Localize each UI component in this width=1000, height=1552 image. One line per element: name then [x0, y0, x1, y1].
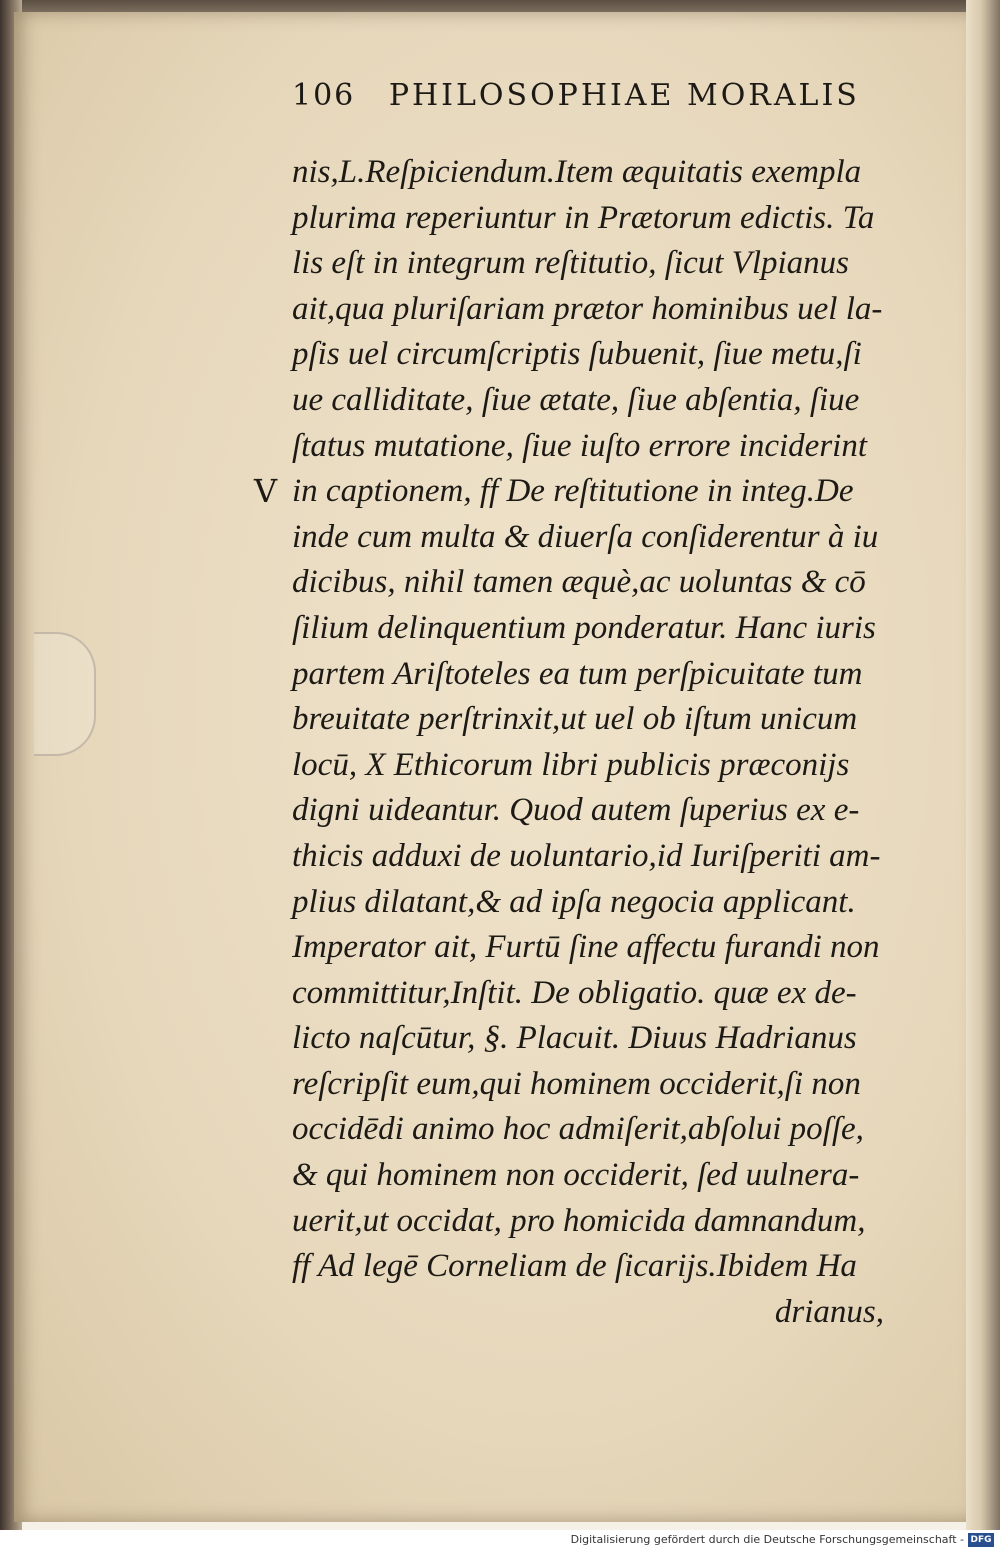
catchword: drianus,	[774, 1293, 884, 1330]
text-line: lis eſt in integrum reſtitutio, ſicut Vlpianus	[292, 245, 850, 282]
text-line: locū, X Ethicorum libri publicis præconijs	[292, 746, 850, 783]
text-line: inde cum multa & diuerſa conſiderentur à iu	[292, 518, 879, 555]
text-line: breuitate perſtrinxit,ut uel ob iſtum unicum	[292, 701, 858, 738]
dfg-logo-icon: DFG	[968, 1533, 994, 1547]
text-line: uerit,ut occidat, pro homicida damnandum,	[292, 1202, 866, 1239]
text-line: plius dilatant,& ad ipſa negocia applicant.	[292, 883, 856, 920]
text-line: committitur,Inſtit. De obligatio. quæ ex de-	[292, 974, 857, 1011]
running-title: PHILOSOPHIAE MORALIS	[388, 78, 860, 113]
text-line: ait,qua pluriſariam prætor hominibus uel la-	[292, 290, 883, 327]
text-line: Imperator ait, Furtū ſine affectu furandi non	[292, 929, 880, 966]
text-line: reſcripſit eum,qui hominem occiderit,ſi non	[292, 1065, 861, 1102]
text-line: ue calliditate, ſiue ætate, ſiue abſentia, ſiue	[292, 381, 860, 418]
footer-bar	[0, 1530, 1000, 1552]
text-line: plurima reperiuntur in Prætorum edictis. Ta	[292, 199, 875, 236]
text-line: ff Ad legē Corneliam de ſicarijs.Ibidem Ha	[292, 1248, 857, 1285]
text-line: & qui hominem non occiderit, ſed uulnera-	[292, 1157, 860, 1194]
marginal-note: V	[254, 472, 278, 510]
text-line: ſtatus mutatione, ſiue iuſto errore inciderint	[292, 427, 868, 464]
text-line: nis,L.Reſpiciendum.Item æquitatis exempla	[292, 154, 862, 190]
text-line: occidēdi animo hoc admiſerit,abſolui poſſe,	[292, 1111, 864, 1148]
page-number: 106	[292, 78, 356, 113]
funding-credit: Digitalisierung gefördert durch die Deutsche Forschungsgemeinschaft -	[570, 1533, 964, 1546]
text-line: thicis adduxi de uoluntario,id Iuriſperiti am-	[292, 837, 881, 874]
paper-clip-mark	[34, 632, 96, 756]
text-line: licto naſcūtur, §. Placuit. Diuus Hadrianus	[292, 1020, 857, 1057]
text-line: digni uideantur. Quod autem ſuperius ex e-	[292, 792, 860, 829]
text-line: ſilium delinquentium ponderatur. Hanc iuris	[292, 609, 876, 646]
page-header	[292, 78, 892, 113]
text-line: dicibus, nihil tamen æquè,ac uoluntas & cō	[292, 564, 866, 601]
page-fore-edge	[966, 0, 1000, 1530]
text-line: partem Ariſtoteles ea tum perſpicuitate tum	[292, 655, 863, 692]
text-line: pſis uel circumſcriptis ſubuenit, ſiue metu,ſi	[292, 336, 862, 373]
body-text	[292, 150, 892, 1335]
text-line: in captionem, ff De reſtitutione in integ.De	[292, 473, 854, 510]
